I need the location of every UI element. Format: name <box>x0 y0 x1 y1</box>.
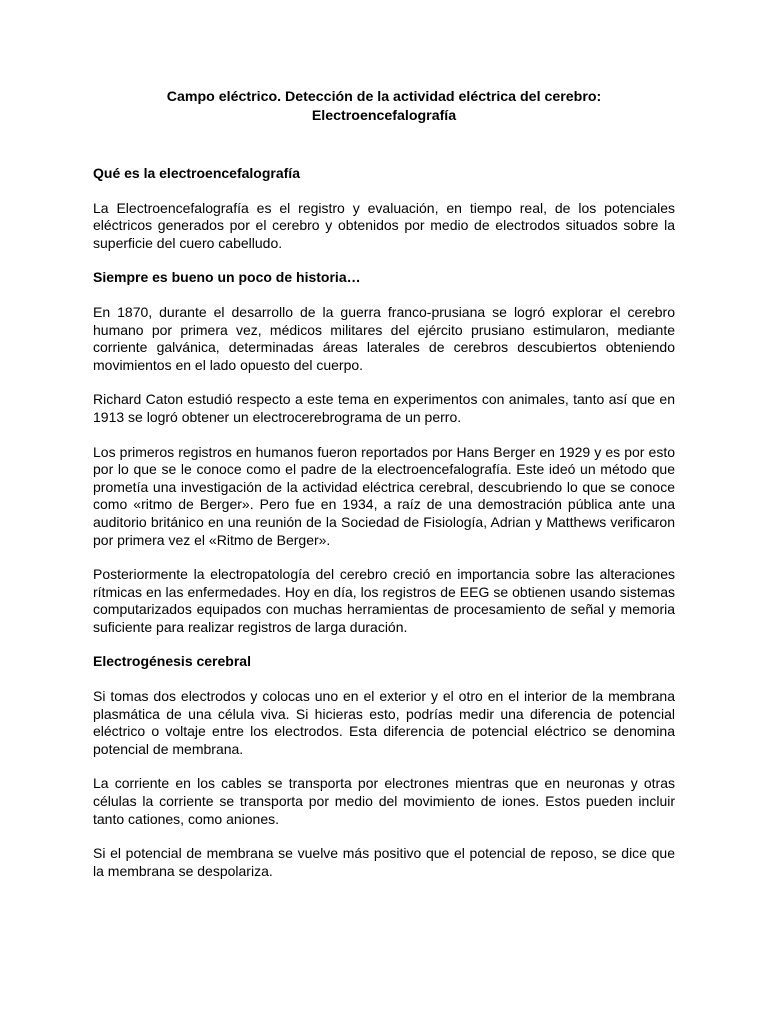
document-page <box>93 88 675 897</box>
paragraph: Si el potencial de membrana se vuelve más positivo que el potencial de reposo, se dice que la membrana se despolariza. <box>93 845 675 879</box>
document-title <box>93 88 675 126</box>
paragraph: Posteriormente la electropatología del cerebro creció en importancia sobre las alteraciones rítmicas en las enfermedades. Hoy en día, los registros de EEG se obtienen usando sistemas computarizados equipados con muchas herramientas de procesamiento de señal y memoria suficiente para realizar registros de larga duración. <box>93 566 675 635</box>
paragraph: La corriente en los cables se transporta por electrones mientras que en neuronas y otras células la corriente se transporta por medio del movimiento de iones. Estos pueden incluir tanto cationes, como aniones. <box>93 775 675 827</box>
paragraph: Los primeros registros en humanos fueron reportados por Hans Berger en 1929 y es por esto por lo que se le conoce como el padre de la electroencefalografía. Este ideó un método que prometía una investigación de la actividad eléctrica cerebral, descubriendo lo que se conoce como «ritmo de Berger». Pero fue en 1934, a raíz de una demostración pública ante una auditorio británico en una reunión de la Sociedad de Fisiología, Adrian y Matthews verificaron por primera vez el «Ritmo de Berger». <box>93 443 675 548</box>
paragraph: En 1870, durante el desarrollo de la guerra franco-prusiana se logró explorar el cerebro humano por primera vez, médicos militares del ejército prusiano estimularon, mediante corriente galvánica, determinadas áreas laterales de cerebros descubiertos obteniendo movimientos en el lado opuesto del cuerpo. <box>93 303 675 373</box>
paragraph: Si tomas dos electrodos y colocas uno en el exterior y el otro en el interior de la membrana plasmática de una célula viva. Si hicieras esto, podrías medir una diferencia de potencial eléctrico o voltaje entre los electrodos. Esta diferencia de potencial eléctrico se denomina potencial de membrana. <box>93 688 675 757</box>
section-heading: Siempre es bueno un poco de historia… <box>93 269 361 286</box>
paragraph: Richard Caton estudió respecto a este tema en experimentos con animales, tanto así que en 1913 se logró obtener un electrocerebrograma de un perro. <box>93 391 675 425</box>
title-line-2: Electroencefalografía <box>311 108 457 124</box>
paragraph: La Electroencefalografía es el registro y evaluación, en tiempo real, de los potenciales eléctricos generados por el cerebro y obtenidos por medio de electrodos situados sobre la superficie del cuero cabelludo. <box>93 199 675 251</box>
section-heading: Electrogénesis cerebral <box>93 653 251 670</box>
title-line-1: Campo eléctrico. Detección de la actividad eléctrica del cerebro: <box>166 89 602 105</box>
section-heading: Qué es la electroencefalografía <box>93 165 300 181</box>
